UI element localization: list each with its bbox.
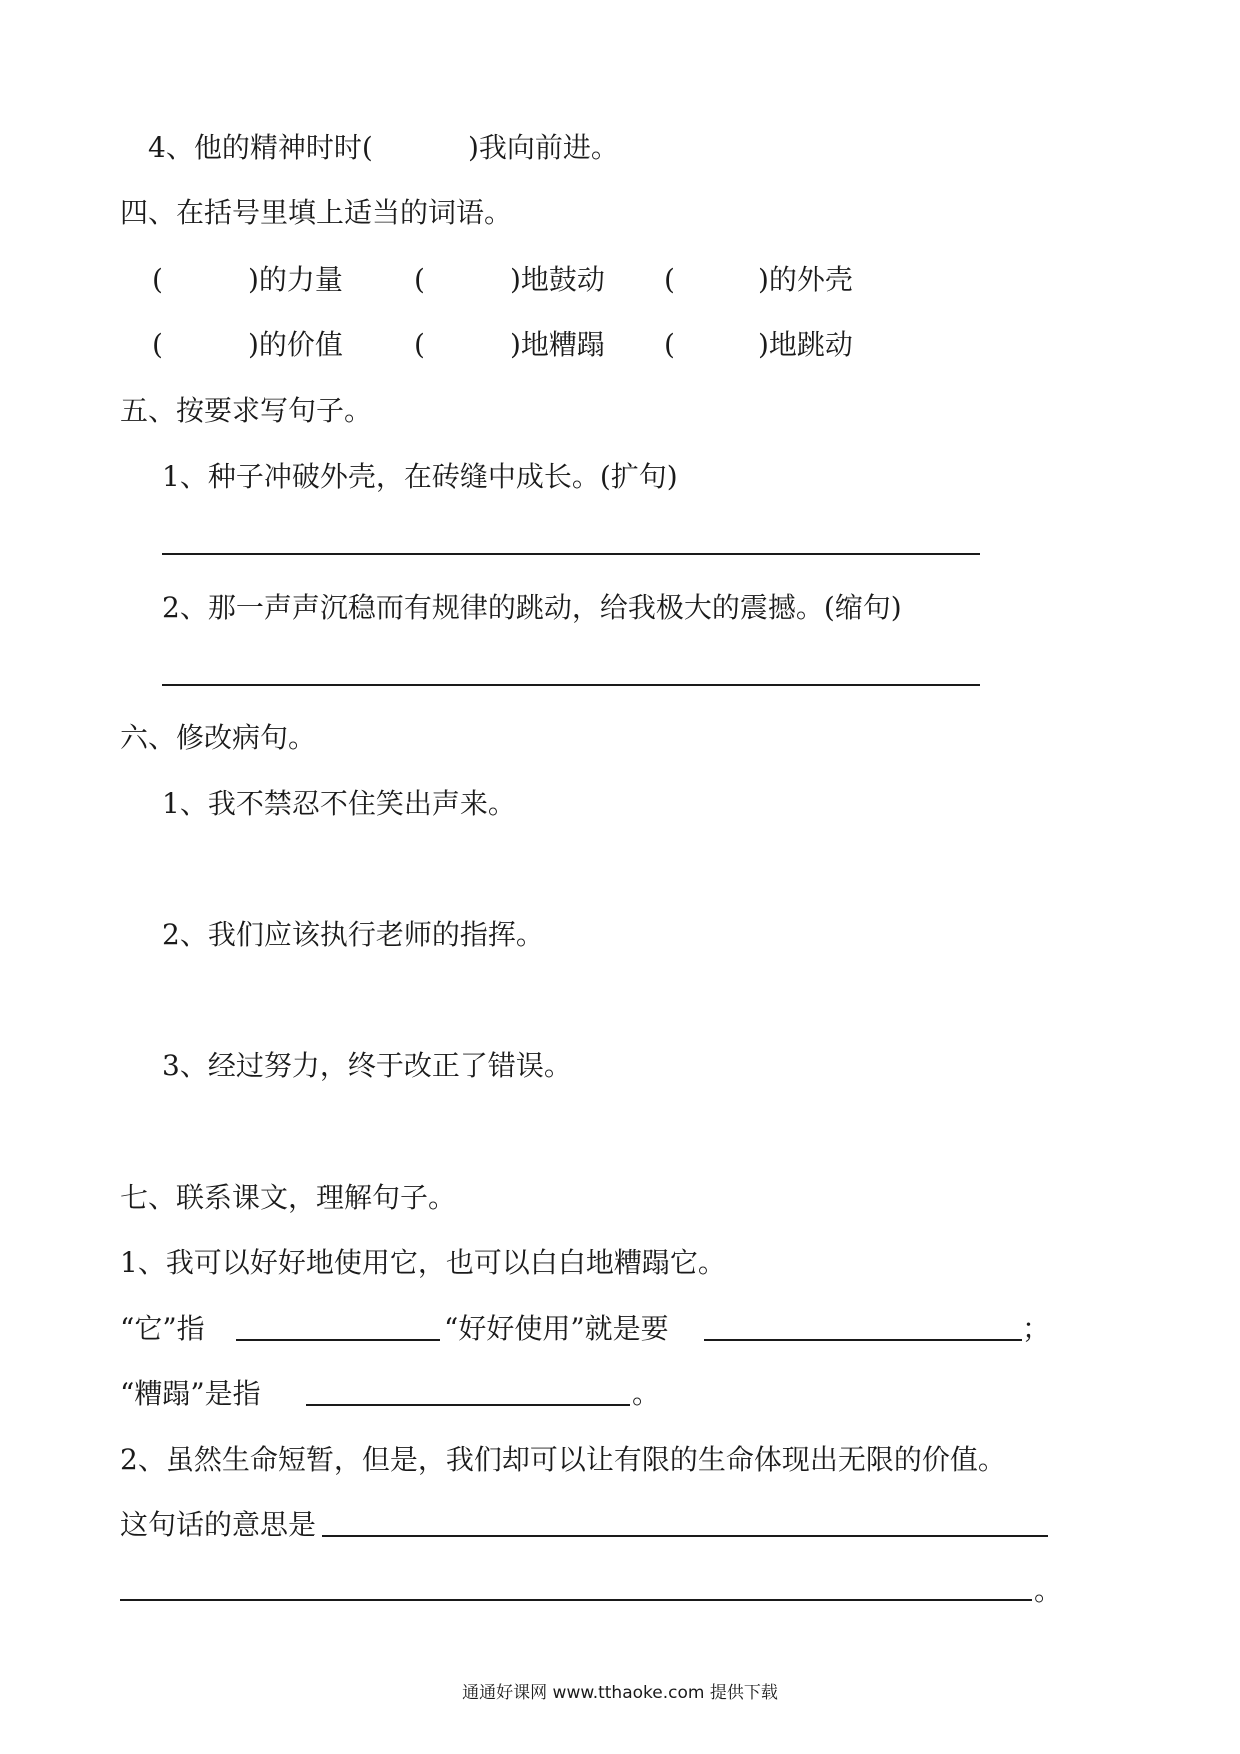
waste-end: 。 xyxy=(632,1377,661,1410)
section6-item-2: 2、我们应该执行老师的指挥。 xyxy=(162,918,544,951)
answer-line[interactable] xyxy=(162,684,980,686)
paren-open-1: ( xyxy=(152,263,163,296)
meaning-label: 这句话的意思是 xyxy=(120,1508,317,1541)
section6-item-1: 1、我不禁忍不住笑出声来。 xyxy=(162,787,516,820)
fill-item-3: )的外壳 xyxy=(758,263,853,296)
use-end: ； xyxy=(1022,1312,1051,1345)
fill-item-5: )地糟蹋 xyxy=(510,328,605,361)
ta-label: “它”指 xyxy=(120,1312,205,1345)
section7-heading: 七、联系课文，理解句子。 xyxy=(120,1181,457,1214)
paren-open-5: ( xyxy=(414,328,425,361)
waste-answer-line[interactable] xyxy=(306,1404,630,1406)
q3-item4-after: )我向前进。 xyxy=(468,131,619,164)
section7-q1: 1、我可以好好地使用它，也可以白白地糟蹋它。 xyxy=(120,1246,726,1279)
meaning-end: 。 xyxy=(1034,1574,1063,1607)
section4-heading: 四、在括号里填上适当的词语。 xyxy=(120,196,513,229)
fill-item-6: )地跳动 xyxy=(758,328,853,361)
section6-heading: 六、修改病句。 xyxy=(120,721,317,754)
ta-answer-line[interactable] xyxy=(236,1339,440,1341)
fill-item-4: )的价值 xyxy=(248,328,343,361)
paren-open-3: ( xyxy=(664,263,675,296)
footer-source: 通通好课网 www.tthaoke.com 提供下载 xyxy=(462,1683,778,1703)
waste-label: “糟蹋”是指 xyxy=(120,1377,261,1410)
q3-item4-before: 4、他的精神时时( xyxy=(148,131,373,164)
paren-open-6: ( xyxy=(664,328,675,361)
meaning-answer-line[interactable] xyxy=(322,1535,1048,1537)
use-answer-line[interactable] xyxy=(704,1339,1022,1341)
section5-heading: 五、按要求写句子。 xyxy=(120,394,373,427)
section6-item-3: 3、经过努力，终于改正了错误。 xyxy=(162,1049,572,1082)
paren-open-4: ( xyxy=(152,328,163,361)
paren-open-2: ( xyxy=(414,263,425,296)
meaning-answer-line-2[interactable] xyxy=(120,1599,1032,1601)
section5-item-1: 1、种子冲破外壳，在砖缝中成长。(扩句) xyxy=(162,460,678,493)
fill-item-1: )的力量 xyxy=(248,263,343,296)
fill-item-2: )地鼓动 xyxy=(510,263,605,296)
answer-line[interactable] xyxy=(162,553,980,555)
section5-item-2: 2、那一声声沉稳而有规律的跳动，给我极大的震撼。(缩句) xyxy=(162,591,902,624)
use-label: “好好使用”就是要 xyxy=(444,1312,669,1345)
section7-q2: 2、虽然生命短暂，但是，我们却可以让有限的生命体现出无限的价值。 xyxy=(120,1443,1006,1476)
